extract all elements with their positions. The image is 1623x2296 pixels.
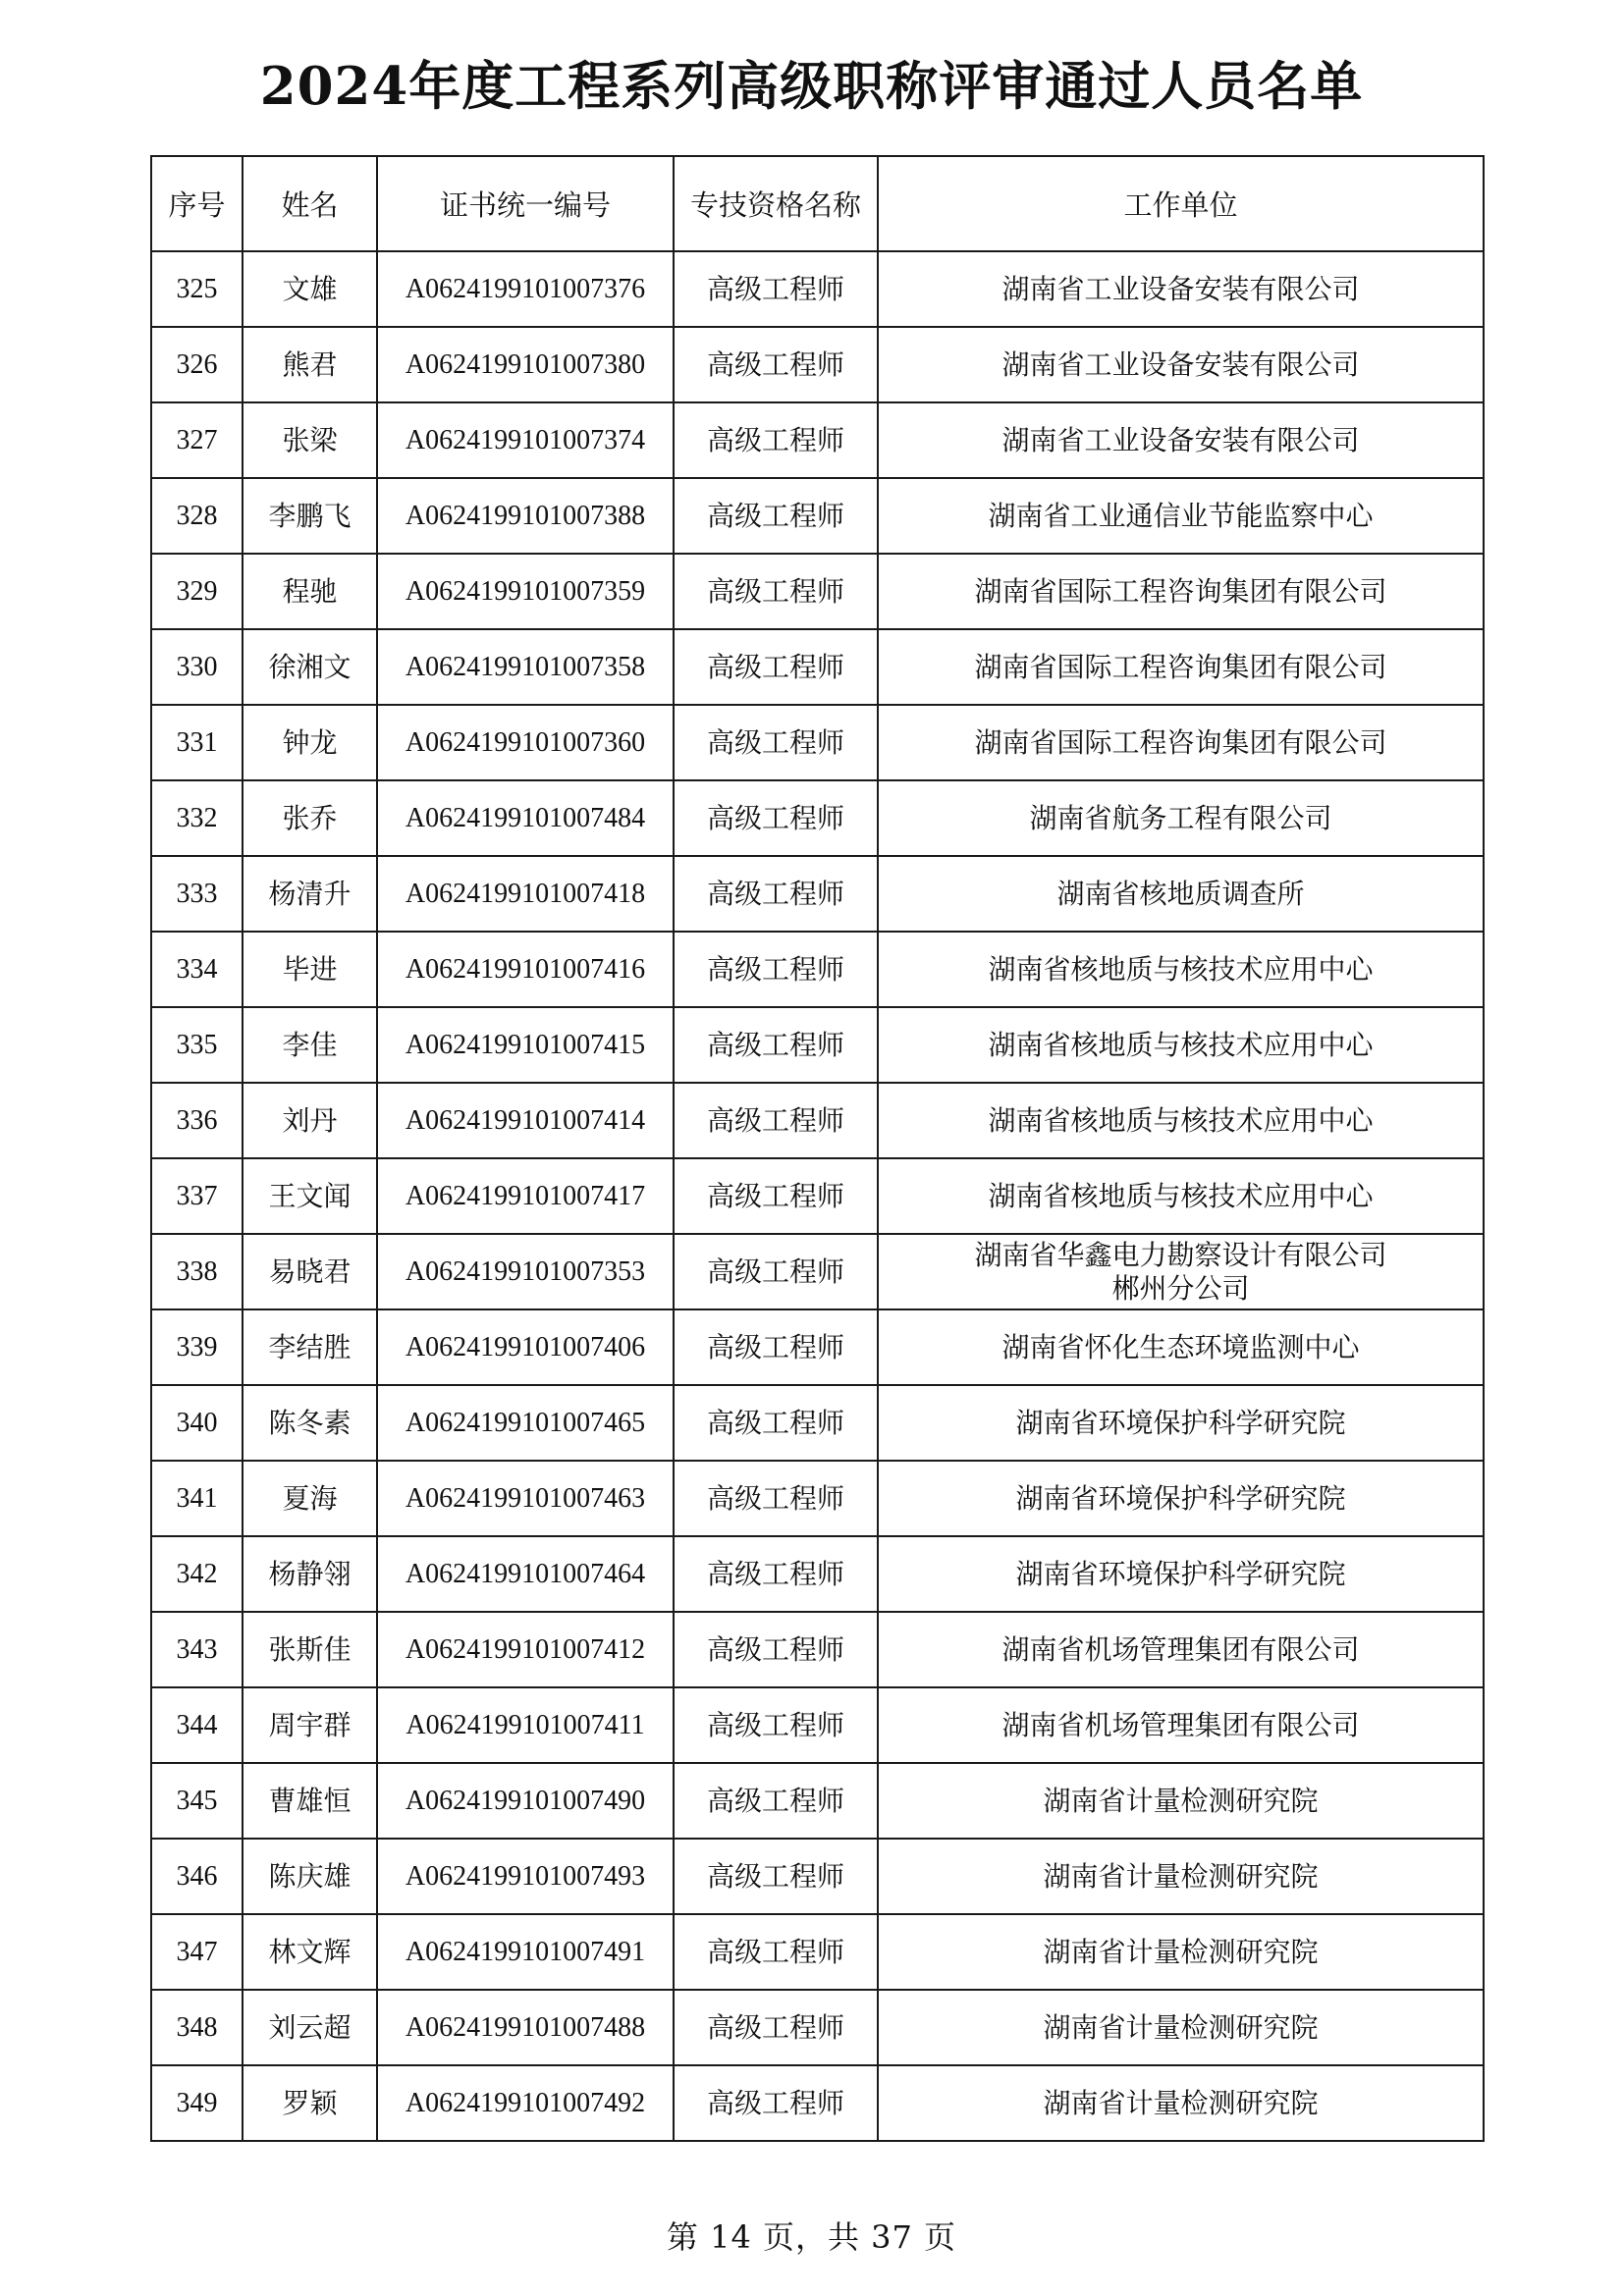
cell-qualification: 高级工程师 — [674, 1309, 878, 1385]
table-row — [151, 1234, 1484, 1309]
work-unit-line: 湖南省计量检测研究院 — [1043, 1935, 1319, 1968]
cell-work-unit — [878, 1083, 1484, 1158]
cell-name: 张斯佳 — [243, 1612, 377, 1687]
cell-seq: 339 — [151, 1309, 243, 1385]
cell-qualification: 高级工程师 — [674, 705, 878, 780]
cell-cert-number: A0624199101007488 — [377, 1990, 674, 2065]
cell-cert-number: A0624199101007418 — [377, 856, 674, 932]
cell-cert-number: A0624199101007463 — [377, 1461, 674, 1536]
cell-work-unit — [878, 1839, 1484, 1914]
cell-seq: 332 — [151, 780, 243, 856]
cell-cert-number: A0624199101007491 — [377, 1914, 674, 1990]
table-row — [151, 554, 1484, 629]
roster-table — [150, 155, 1485, 2142]
cell-cert-number: A0624199101007493 — [377, 1839, 674, 1914]
cell-work-unit — [878, 1385, 1484, 1461]
cell-seq: 342 — [151, 1536, 243, 1612]
cell-qualification: 高级工程师 — [674, 1158, 878, 1234]
cell-seq: 343 — [151, 1612, 243, 1687]
cell-cert-number: A0624199101007484 — [377, 780, 674, 856]
cell-qualification: 高级工程师 — [674, 932, 878, 1007]
cell-work-unit — [878, 780, 1484, 856]
cell-work-unit — [878, 251, 1484, 327]
cell-seq: 326 — [151, 327, 243, 402]
cell-work-unit — [878, 2065, 1484, 2141]
table-row — [151, 932, 1484, 1007]
cell-name: 熊君 — [243, 327, 377, 402]
work-unit-line: 湖南省华鑫电力勘察设计有限公司 — [974, 1238, 1387, 1271]
header-seq: 序号 — [151, 156, 243, 251]
cell-name: 李结胜 — [243, 1309, 377, 1385]
work-unit-line: 湖南省核地质调查所 — [1056, 877, 1305, 910]
cell-name: 刘云超 — [243, 1990, 377, 2065]
header-cert-number: 证书统一编号 — [377, 156, 674, 251]
work-unit-line: 湖南省工业通信业节能监察中心 — [988, 499, 1374, 532]
cell-seq: 331 — [151, 705, 243, 780]
cell-cert-number: A0624199101007376 — [377, 251, 674, 327]
work-unit-line: 湖南省工业设备安装有限公司 — [1001, 347, 1360, 381]
cell-cert-number: A0624199101007490 — [377, 1763, 674, 1839]
table-row — [151, 327, 1484, 402]
table-row — [151, 1914, 1484, 1990]
cell-seq: 347 — [151, 1914, 243, 1990]
cell-name: 曹雄恒 — [243, 1763, 377, 1839]
cell-seq: 349 — [151, 2065, 243, 2141]
cell-cert-number: A0624199101007414 — [377, 1083, 674, 1158]
cell-seq: 334 — [151, 932, 243, 1007]
cell-seq: 338 — [151, 1234, 243, 1309]
table-row — [151, 1612, 1484, 1687]
cell-qualification: 高级工程师 — [674, 327, 878, 402]
cell-cert-number: A0624199101007359 — [377, 554, 674, 629]
cell-cert-number: A0624199101007358 — [377, 629, 674, 705]
cell-qualification: 高级工程师 — [674, 629, 878, 705]
cell-qualification: 高级工程师 — [674, 478, 878, 554]
work-unit-line: 湖南省核地质与核技术应用中心 — [988, 1103, 1374, 1137]
cell-seq: 330 — [151, 629, 243, 705]
cell-cert-number: A0624199101007415 — [377, 1007, 674, 1083]
cell-work-unit — [878, 1536, 1484, 1612]
cell-qualification: 高级工程师 — [674, 1234, 878, 1309]
header-qualification: 专技资格名称 — [674, 156, 878, 251]
cell-qualification: 高级工程师 — [674, 2065, 878, 2141]
table-row — [151, 1007, 1484, 1083]
cell-seq: 333 — [151, 856, 243, 932]
cell-cert-number: A0624199101007417 — [377, 1158, 674, 1234]
cell-seq: 340 — [151, 1385, 243, 1461]
cell-qualification: 高级工程师 — [674, 554, 878, 629]
table-row — [151, 780, 1484, 856]
cell-seq: 327 — [151, 402, 243, 478]
work-unit-line: 湖南省国际工程咨询集团有限公司 — [974, 650, 1387, 683]
document-title: 2024年度工程系列高级职称评审通过人员名单 — [259, 56, 1364, 117]
cell-qualification: 高级工程师 — [674, 251, 878, 327]
table-row — [151, 1385, 1484, 1461]
header-work-unit: 工作单位 — [878, 156, 1484, 251]
cell-work-unit — [878, 1687, 1484, 1763]
cell-seq: 346 — [151, 1839, 243, 1914]
cell-name: 陈庆雄 — [243, 1839, 377, 1914]
cell-qualification: 高级工程师 — [674, 1385, 878, 1461]
cell-work-unit — [878, 1990, 1484, 2065]
cell-cert-number: A0624199101007412 — [377, 1612, 674, 1687]
cell-work-unit — [878, 1914, 1484, 1990]
cell-name: 林文辉 — [243, 1914, 377, 1990]
cell-work-unit — [878, 1007, 1484, 1083]
work-unit-line: 湖南省机场管理集团有限公司 — [1001, 1632, 1360, 1666]
table-row — [151, 705, 1484, 780]
cell-work-unit — [878, 932, 1484, 1007]
table-row — [151, 1687, 1484, 1763]
table-row — [151, 856, 1484, 932]
work-unit-line: 湖南省国际工程咨询集团有限公司 — [974, 725, 1387, 759]
work-unit-line: 湖南省环境保护科学研究院 — [1015, 1557, 1346, 1590]
work-unit-line: 湖南省国际工程咨询集团有限公司 — [974, 574, 1387, 608]
cell-work-unit — [878, 478, 1484, 554]
cell-qualification: 高级工程师 — [674, 1007, 878, 1083]
cell-work-unit — [878, 1612, 1484, 1687]
work-unit-line: 湖南省环境保护科学研究院 — [1015, 1481, 1346, 1515]
page-number: 第 14 页，共 37 页 — [666, 2218, 957, 2256]
work-unit-line: 湖南省计量检测研究院 — [1043, 1859, 1319, 1893]
cell-work-unit — [878, 856, 1484, 932]
cell-work-unit — [878, 1234, 1484, 1309]
cell-work-unit — [878, 554, 1484, 629]
cell-seq: 341 — [151, 1461, 243, 1536]
work-unit-line: 湖南省计量检测研究院 — [1043, 1784, 1319, 1817]
cell-name: 李佳 — [243, 1007, 377, 1083]
cell-name: 程驰 — [243, 554, 377, 629]
cell-cert-number: A0624199101007353 — [377, 1234, 674, 1309]
cell-work-unit — [878, 402, 1484, 478]
work-unit-line: 湖南省工业设备安装有限公司 — [1001, 423, 1360, 456]
cell-name: 钟龙 — [243, 705, 377, 780]
cell-name: 徐湘文 — [243, 629, 377, 705]
cell-qualification: 高级工程师 — [674, 780, 878, 856]
cell-work-unit — [878, 327, 1484, 402]
cell-cert-number: A0624199101007406 — [377, 1309, 674, 1385]
cell-cert-number: A0624199101007464 — [377, 1536, 674, 1612]
cell-name: 杨静翎 — [243, 1536, 377, 1612]
cell-qualification: 高级工程师 — [674, 1914, 878, 1990]
cell-name: 陈冬素 — [243, 1385, 377, 1461]
cell-name: 刘丹 — [243, 1083, 377, 1158]
cell-work-unit — [878, 1158, 1484, 1234]
cell-name: 夏海 — [243, 1461, 377, 1536]
cell-name: 毕进 — [243, 932, 377, 1007]
table-row — [151, 402, 1484, 478]
cell-seq: 348 — [151, 1990, 243, 2065]
cell-qualification: 高级工程师 — [674, 1839, 878, 1914]
table-row — [151, 1461, 1484, 1536]
table-row — [151, 1763, 1484, 1839]
cell-work-unit — [878, 629, 1484, 705]
cell-qualification: 高级工程师 — [674, 1536, 878, 1612]
cell-work-unit — [878, 1309, 1484, 1385]
table-row — [151, 629, 1484, 705]
cell-name: 王文闻 — [243, 1158, 377, 1234]
cell-qualification: 高级工程师 — [674, 1612, 878, 1687]
cell-cert-number: A0624199101007380 — [377, 327, 674, 402]
cell-name: 文雄 — [243, 251, 377, 327]
cell-name: 周宇群 — [243, 1687, 377, 1763]
table-header-row — [151, 156, 1484, 251]
table-row — [151, 2065, 1484, 2141]
work-unit-line: 湖南省航务工程有限公司 — [1029, 801, 1332, 834]
cell-cert-number: A0624199101007411 — [377, 1687, 674, 1763]
table-row — [151, 1839, 1484, 1914]
cell-name: 张梁 — [243, 402, 377, 478]
cell-qualification: 高级工程师 — [674, 1461, 878, 1536]
cell-cert-number: A0624199101007360 — [377, 705, 674, 780]
work-unit-line: 湖南省计量检测研究院 — [1043, 2086, 1319, 2119]
table-row — [151, 251, 1484, 327]
work-unit-line: 湖南省怀化生态环境监测中心 — [1001, 1330, 1360, 1363]
cell-name: 罗颖 — [243, 2065, 377, 2141]
work-unit-line: 郴州分公司 — [1111, 1271, 1250, 1305]
work-unit-line: 湖南省环境保护科学研究院 — [1015, 1406, 1346, 1439]
table-body — [151, 251, 1484, 2141]
cell-qualification: 高级工程师 — [674, 1763, 878, 1839]
cell-seq: 329 — [151, 554, 243, 629]
cell-seq: 335 — [151, 1007, 243, 1083]
table-row — [151, 478, 1484, 554]
table-row — [151, 1990, 1484, 2065]
cell-seq: 345 — [151, 1763, 243, 1839]
cell-qualification: 高级工程师 — [674, 856, 878, 932]
table-row — [151, 1309, 1484, 1385]
cell-qualification: 高级工程师 — [674, 1687, 878, 1763]
cell-cert-number: A0624199101007388 — [377, 478, 674, 554]
cell-name: 易晓君 — [243, 1234, 377, 1309]
work-unit-line: 湖南省核地质与核技术应用中心 — [988, 952, 1374, 986]
table-row — [151, 1158, 1484, 1234]
table-row — [151, 1083, 1484, 1158]
header-name: 姓名 — [243, 156, 377, 251]
cell-seq: 336 — [151, 1083, 243, 1158]
cell-name: 张乔 — [243, 780, 377, 856]
work-unit-line: 湖南省计量检测研究院 — [1043, 2010, 1319, 2044]
cell-name: 杨清升 — [243, 856, 377, 932]
cell-cert-number: A0624199101007416 — [377, 932, 674, 1007]
cell-qualification: 高级工程师 — [674, 1990, 878, 2065]
cell-work-unit — [878, 1763, 1484, 1839]
cell-seq: 325 — [151, 251, 243, 327]
work-unit-line: 湖南省工业设备安装有限公司 — [1001, 272, 1360, 305]
cell-name: 李鹏飞 — [243, 478, 377, 554]
cell-work-unit — [878, 1461, 1484, 1536]
cell-seq: 328 — [151, 478, 243, 554]
cell-cert-number: A0624199101007492 — [377, 2065, 674, 2141]
work-unit-line: 湖南省核地质与核技术应用中心 — [988, 1179, 1374, 1212]
cell-work-unit — [878, 705, 1484, 780]
cell-seq: 344 — [151, 1687, 243, 1763]
cell-qualification: 高级工程师 — [674, 402, 878, 478]
table-row — [151, 1536, 1484, 1612]
cell-seq: 337 — [151, 1158, 243, 1234]
cell-cert-number: A0624199101007374 — [377, 402, 674, 478]
work-unit-line: 湖南省核地质与核技术应用中心 — [988, 1028, 1374, 1061]
cell-qualification: 高级工程师 — [674, 1083, 878, 1158]
work-unit-line: 湖南省机场管理集团有限公司 — [1001, 1708, 1360, 1741]
cell-cert-number: A0624199101007465 — [377, 1385, 674, 1461]
